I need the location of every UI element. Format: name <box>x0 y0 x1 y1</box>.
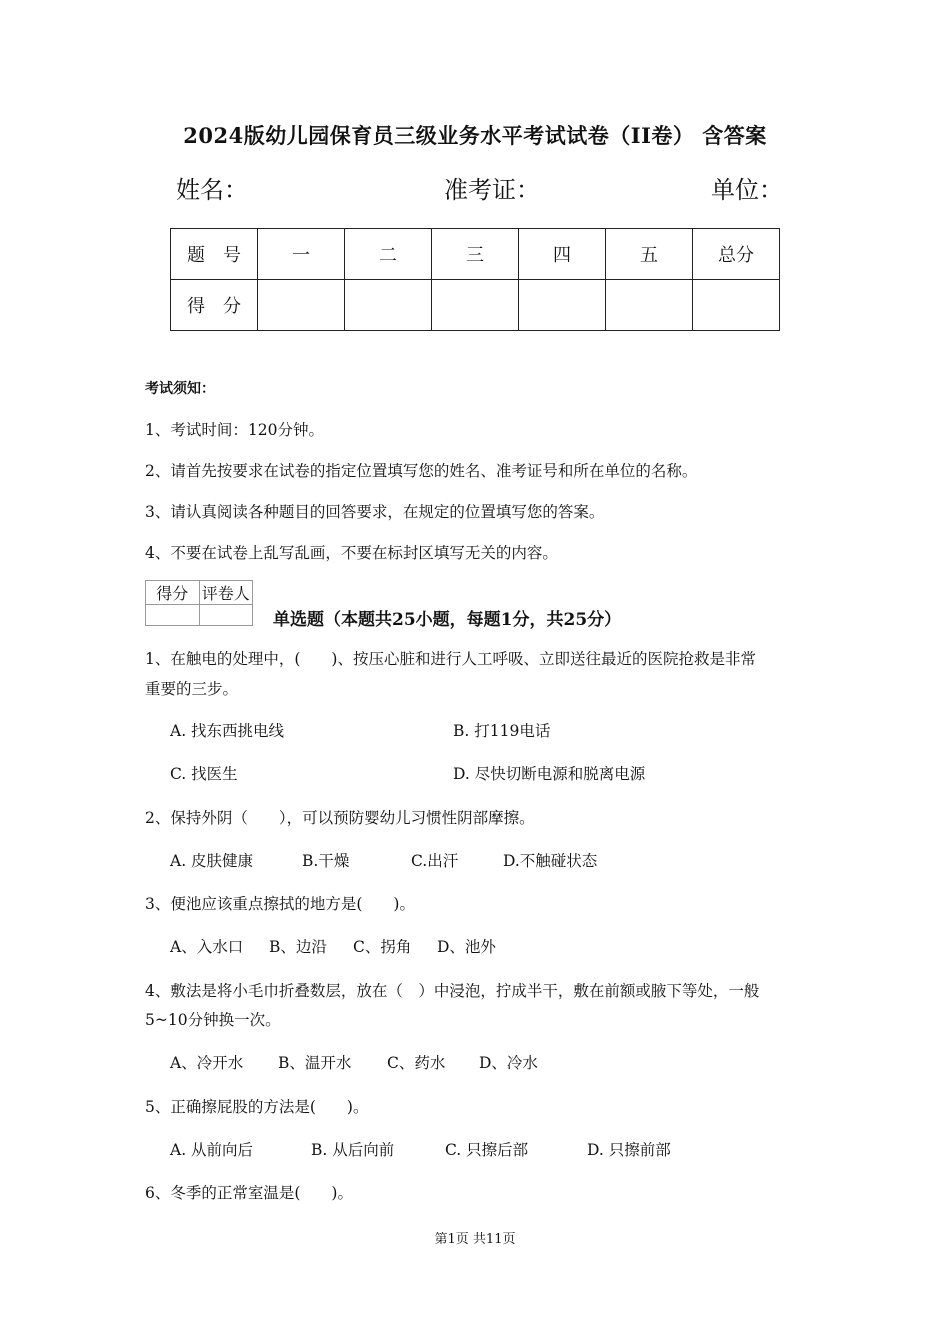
score-header-cell: 一 <box>258 229 345 280</box>
question-4-text: 4、敷法是将小毛巾折叠数层，放在（ ）中浸泡，拧成半干，敷在前额或腋下等处，一般 <box>145 982 760 1000</box>
question-1-option-b[interactable]: B. 打119电话 <box>453 722 551 740</box>
question-1-option-a[interactable]: A. 找东西挑电线 <box>170 722 285 740</box>
page-number-footer: 第1页 共11页 <box>434 1232 516 1247</box>
question-1-option-c[interactable]: C. 找医生 <box>170 765 238 783</box>
grader-name-cell[interactable] <box>199 605 253 626</box>
question-1-text: 1、在触电的处理中，( )、按压心脏和进行人工呼吸、立即送往最近的医院抢救是非常 <box>145 650 756 668</box>
question-2-option-c[interactable]: C.出汗 <box>411 852 459 870</box>
question-4-option-c[interactable]: C、药水 <box>387 1054 446 1072</box>
score-header-cell: 题 号 <box>171 229 258 280</box>
score-header-cell: 三 <box>432 229 519 280</box>
question-3-option-c[interactable]: C、拐角 <box>353 938 412 956</box>
notice-item: 1、考试时间：120分钟。 <box>145 421 324 439</box>
exam-id-field-label: 准考证： <box>444 176 540 204</box>
score-header-cell: 四 <box>519 229 606 280</box>
score-header-cell: 二 <box>345 229 432 280</box>
question-1-option-d[interactable]: D. 尽快切断电源和脱离电源 <box>453 765 646 783</box>
section-title: 单选题（本题共25小题，每题1分，共25分） <box>273 610 622 630</box>
question-1-text-cont: 重要的三步。 <box>145 680 239 698</box>
score-table-header-row <box>171 229 780 280</box>
page-title: 2024版幼儿园保育员三级业务水平考试试卷（II卷） 含答案 <box>183 123 767 148</box>
question-3-option-d[interactable]: D、池外 <box>437 938 496 956</box>
score-header-cell: 五 <box>606 229 693 280</box>
grader-table-grader-label: 评卷人 <box>199 581 253 605</box>
question-2-option-d[interactable]: D.不触碰状态 <box>503 852 598 870</box>
question-6-text: 6、冬季的正常室温是( )。 <box>145 1184 353 1202</box>
score-table-score-row <box>171 280 780 331</box>
question-5-text: 5、正确擦屁股的方法是( )。 <box>145 1098 369 1116</box>
question-2-option-b[interactable]: B.干燥 <box>302 852 350 870</box>
question-3-text: 3、便池应该重点擦拭的地方是( )。 <box>145 895 415 913</box>
question-4-option-b[interactable]: B、温开水 <box>278 1054 352 1072</box>
question-5-option-b[interactable]: B. 从后向前 <box>311 1141 395 1159</box>
question-5-option-c[interactable]: C. 只擦后部 <box>445 1141 529 1159</box>
notice-item: 3、请认真阅读各种题目的回答要求，在规定的位置填写您的答案。 <box>145 503 605 521</box>
score-cell[interactable] <box>519 280 606 331</box>
grader-table <box>145 580 253 626</box>
question-4-text-cont: 5~10分钟换一次。 <box>145 1011 281 1029</box>
question-3-option-b[interactable]: B、边沿 <box>269 938 327 956</box>
notice-heading: 考试须知： <box>145 381 215 397</box>
notice-item: 4、不要在试卷上乱写乱画，不要在标封区填写无关的内容。 <box>145 544 558 562</box>
score-cell[interactable] <box>606 280 693 331</box>
question-4-option-a[interactable]: A、冷开水 <box>170 1054 244 1072</box>
question-4-option-d[interactable]: D、冷水 <box>479 1054 538 1072</box>
score-row-label: 得 分 <box>171 280 258 331</box>
score-cell[interactable] <box>693 280 780 331</box>
notice-item: 2、请首先按要求在试卷的指定位置填写您的姓名、准考证号和所在单位的名称。 <box>145 462 698 480</box>
question-5-option-d[interactable]: D. 只擦前部 <box>587 1141 671 1159</box>
question-5-option-a[interactable]: A. 从前向后 <box>170 1141 254 1159</box>
grader-score-cell[interactable] <box>146 605 200 626</box>
name-field-label: 姓名： <box>176 176 248 204</box>
grader-table-score-label: 得分 <box>146 581 200 605</box>
score-table <box>170 228 780 331</box>
unit-field-label: 单位： <box>711 176 783 204</box>
score-cell[interactable] <box>345 280 432 331</box>
score-cell[interactable] <box>432 280 519 331</box>
question-2-option-a[interactable]: A. 皮肤健康 <box>170 852 254 870</box>
question-3-option-a[interactable]: A、入水口 <box>170 938 244 956</box>
score-cell[interactable] <box>258 280 345 331</box>
question-2-text: 2、保持外阴（ ），可以预防婴幼儿习惯性阴部摩擦。 <box>145 809 535 827</box>
score-header-cell: 总分 <box>693 229 780 280</box>
